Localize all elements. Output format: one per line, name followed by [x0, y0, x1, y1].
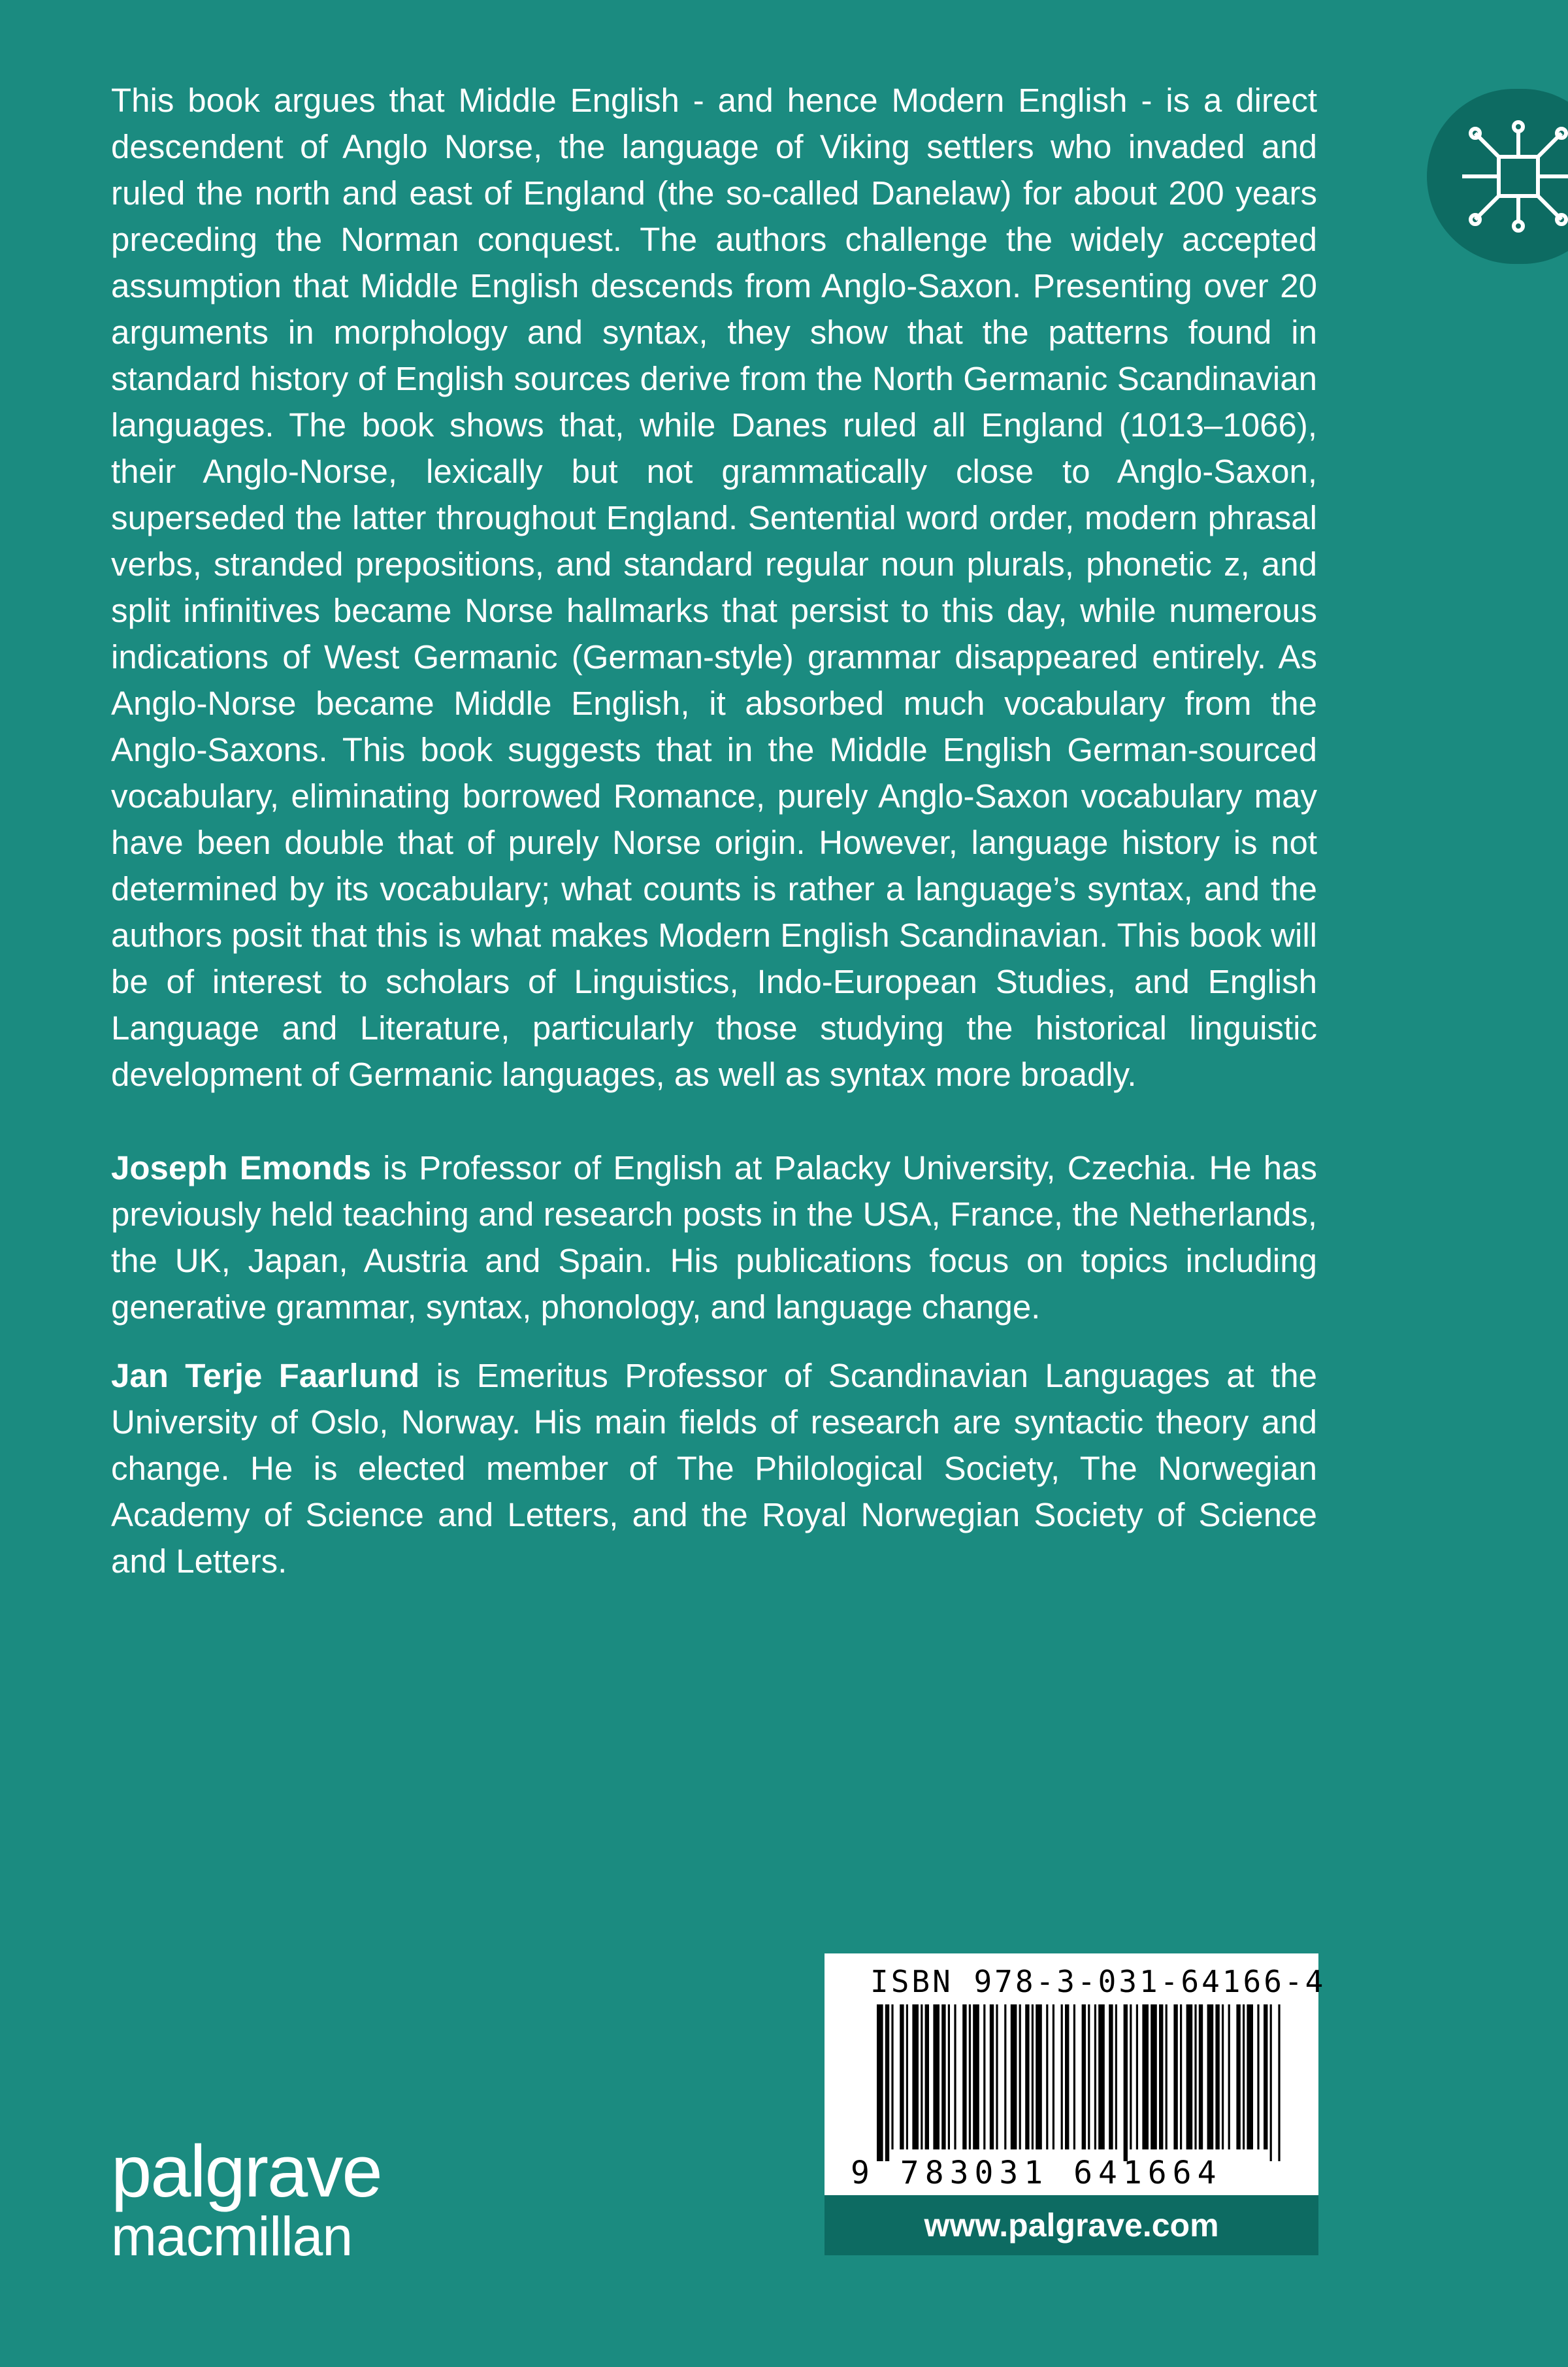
barcode-bar — [1159, 2004, 1163, 2149]
barcode-bar — [1243, 2004, 1245, 2149]
barcode-bar — [1124, 2004, 1128, 2161]
barcode-bar — [1011, 2004, 1017, 2149]
barcode-bar — [1082, 2004, 1086, 2149]
publisher-name-line2: macmillan — [111, 2206, 353, 2267]
palgrave-network-logo-icon — [1456, 107, 1568, 246]
barcode-bar — [1173, 2004, 1177, 2149]
barcode-bar — [1180, 2004, 1182, 2149]
barcode-bar — [973, 2004, 979, 2149]
barcode-bar — [1236, 2004, 1240, 2149]
isbn-label: ISBN 978-3-031-64166-4 — [870, 1964, 1326, 1999]
barcode-bar — [1094, 2004, 1096, 2149]
barcode-bar — [900, 2004, 904, 2149]
barcode-bar — [1130, 2004, 1132, 2149]
barcode-bar — [1098, 2004, 1105, 2149]
barcode-bar — [1247, 2004, 1253, 2149]
barcode-bar — [906, 2004, 908, 2149]
barcode-bar — [954, 2004, 956, 2149]
barcode-bar — [990, 2004, 994, 2149]
barcode-bar — [1065, 2004, 1069, 2149]
barcode — [851, 2004, 1301, 2191]
barcode-bar — [1019, 2004, 1021, 2149]
barcode-bar — [948, 2004, 950, 2149]
book-description: This book argues that Middle English - and hence Modern English - is a direct descendent of Anglo Norse, the language of Viking settlers who invaded and ruled the north and east of England (the so-called Danelaw) for about 200 years preceding the Norman conquest. The authors challenge the widely accepted assumption that Middle English descends from Anglo-Saxon. Presenting over 20 arguments in morphology and syntax, they show that the patterns found in standard history of English sources derive from the North Germanic Scandinavian languages. The book shows that, while Danes ruled all England (1013–1066), their Anglo-Norse, lexically but not grammatically close to Anglo-Saxon, superseded the latter throughout England. Sentential word order, modern phrasal verbs, stranded prepositions, and standard regular noun plurals, phonetic z, and split infinitives became Norse hallmarks that persist to this day, while numerous indications of West Germanic (German-style) grammar disappeared entirely. As Anglo-Norse became Middle English, it absorbed much vocabulary from the Anglo-Saxons. This book suggests that in the Middle English German-sourced vocabulary, eliminating borrowed Romance, purely Anglo-Saxon vocabulary may have been double that of purely Norse origin. However, language history is not determined by its vocabulary; what counts is rather a language’s syntax, and the authors posit that this is what makes Modern English Scandinavian. This book will be of interest to scholars of Linguistics, Indo-European Studies, and English Language and Literature, particularly those studying the historical linguistic development of Germanic languages, as well as syntax more broadly. — [111, 82, 1317, 1093]
barcode-bar — [996, 2004, 998, 2149]
barcode-digits: 9 783031 641664 — [851, 2155, 1222, 2191]
barcode-bar — [1151, 2004, 1157, 2149]
barcode-bar — [921, 2004, 923, 2149]
author-name-1: Joseph Emonds — [111, 1149, 371, 1186]
barcode-bar — [1004, 2004, 1006, 2149]
author-bio-text-1: is Professor of English at Palacky University, Czechia. He has previously held teaching and research posts in the USA, France, the Netherlands, the UK, Japan, Austria and Spain. His publications focus on topics including generative grammar, syntax, phonology, and language change. — [111, 1149, 1318, 1326]
barcode-bar — [1046, 2004, 1048, 2149]
barcode-bar — [962, 2004, 966, 2149]
barcode-bar — [1222, 2004, 1224, 2149]
barcode-bar — [1025, 2004, 1029, 2149]
publisher-logo — [111, 2130, 385, 2267]
barcode-bar — [1166, 2004, 1168, 2149]
barcode-bar — [1264, 2004, 1267, 2149]
barcode-bar — [1109, 2004, 1113, 2149]
barcode-bar — [983, 2004, 985, 2149]
barcode-bar — [1036, 2004, 1042, 2149]
barcode-bar — [877, 2004, 883, 2161]
barcode-bar — [1061, 2004, 1063, 2149]
author-bio-text-2: is Emeritus Professor of Scandinavian Languages at the University of Oslo, Norway. His main fields of research are syntactic theory and change. He is elected member of The Philological Society, The Norwegian Academy of Science and Letters, and the Royal Norwegian Society of Science and Letters. — [111, 1357, 1317, 1580]
barcode-bar — [1186, 2004, 1193, 2149]
barcode-bar — [1199, 2004, 1203, 2149]
barcode-bar — [1207, 2004, 1214, 2149]
barcode-bar — [969, 2004, 971, 2149]
barcode-bar — [891, 2004, 893, 2149]
barcode-bar — [1073, 2004, 1075, 2149]
barcode-panel — [825, 1953, 1326, 2195]
barcode-bar — [941, 2004, 945, 2149]
barcode-bar — [1053, 2004, 1054, 2149]
website-url: www.palgrave.com — [825, 2195, 1318, 2255]
barcode-bar — [1270, 2004, 1272, 2161]
barcode-bar — [885, 2004, 889, 2161]
barcode-bar — [1257, 2004, 1259, 2149]
publisher-name-line1: palgrave — [111, 2130, 382, 2212]
author-name-2: Jan Terje Faarlund — [111, 1357, 420, 1394]
barcode-bar — [1142, 2004, 1149, 2149]
barcode-bar — [912, 2004, 919, 2149]
barcode-bar — [1278, 2004, 1280, 2161]
barcode-bar — [1194, 2004, 1196, 2149]
barcode-bar — [933, 2004, 939, 2149]
author-bio-2 — [111, 1352, 1317, 1584]
logo-badge — [1427, 89, 1568, 264]
barcode-bar — [1115, 2004, 1117, 2149]
barcode-bar — [1228, 2004, 1230, 2149]
barcode-bar — [1136, 2004, 1138, 2149]
barcode-bar — [1215, 2004, 1219, 2149]
barcode-bar — [1088, 2004, 1090, 2149]
barcode-bar — [1032, 2004, 1034, 2149]
barcode-bar — [925, 2004, 929, 2149]
author-bio-1 — [111, 1145, 1317, 1330]
